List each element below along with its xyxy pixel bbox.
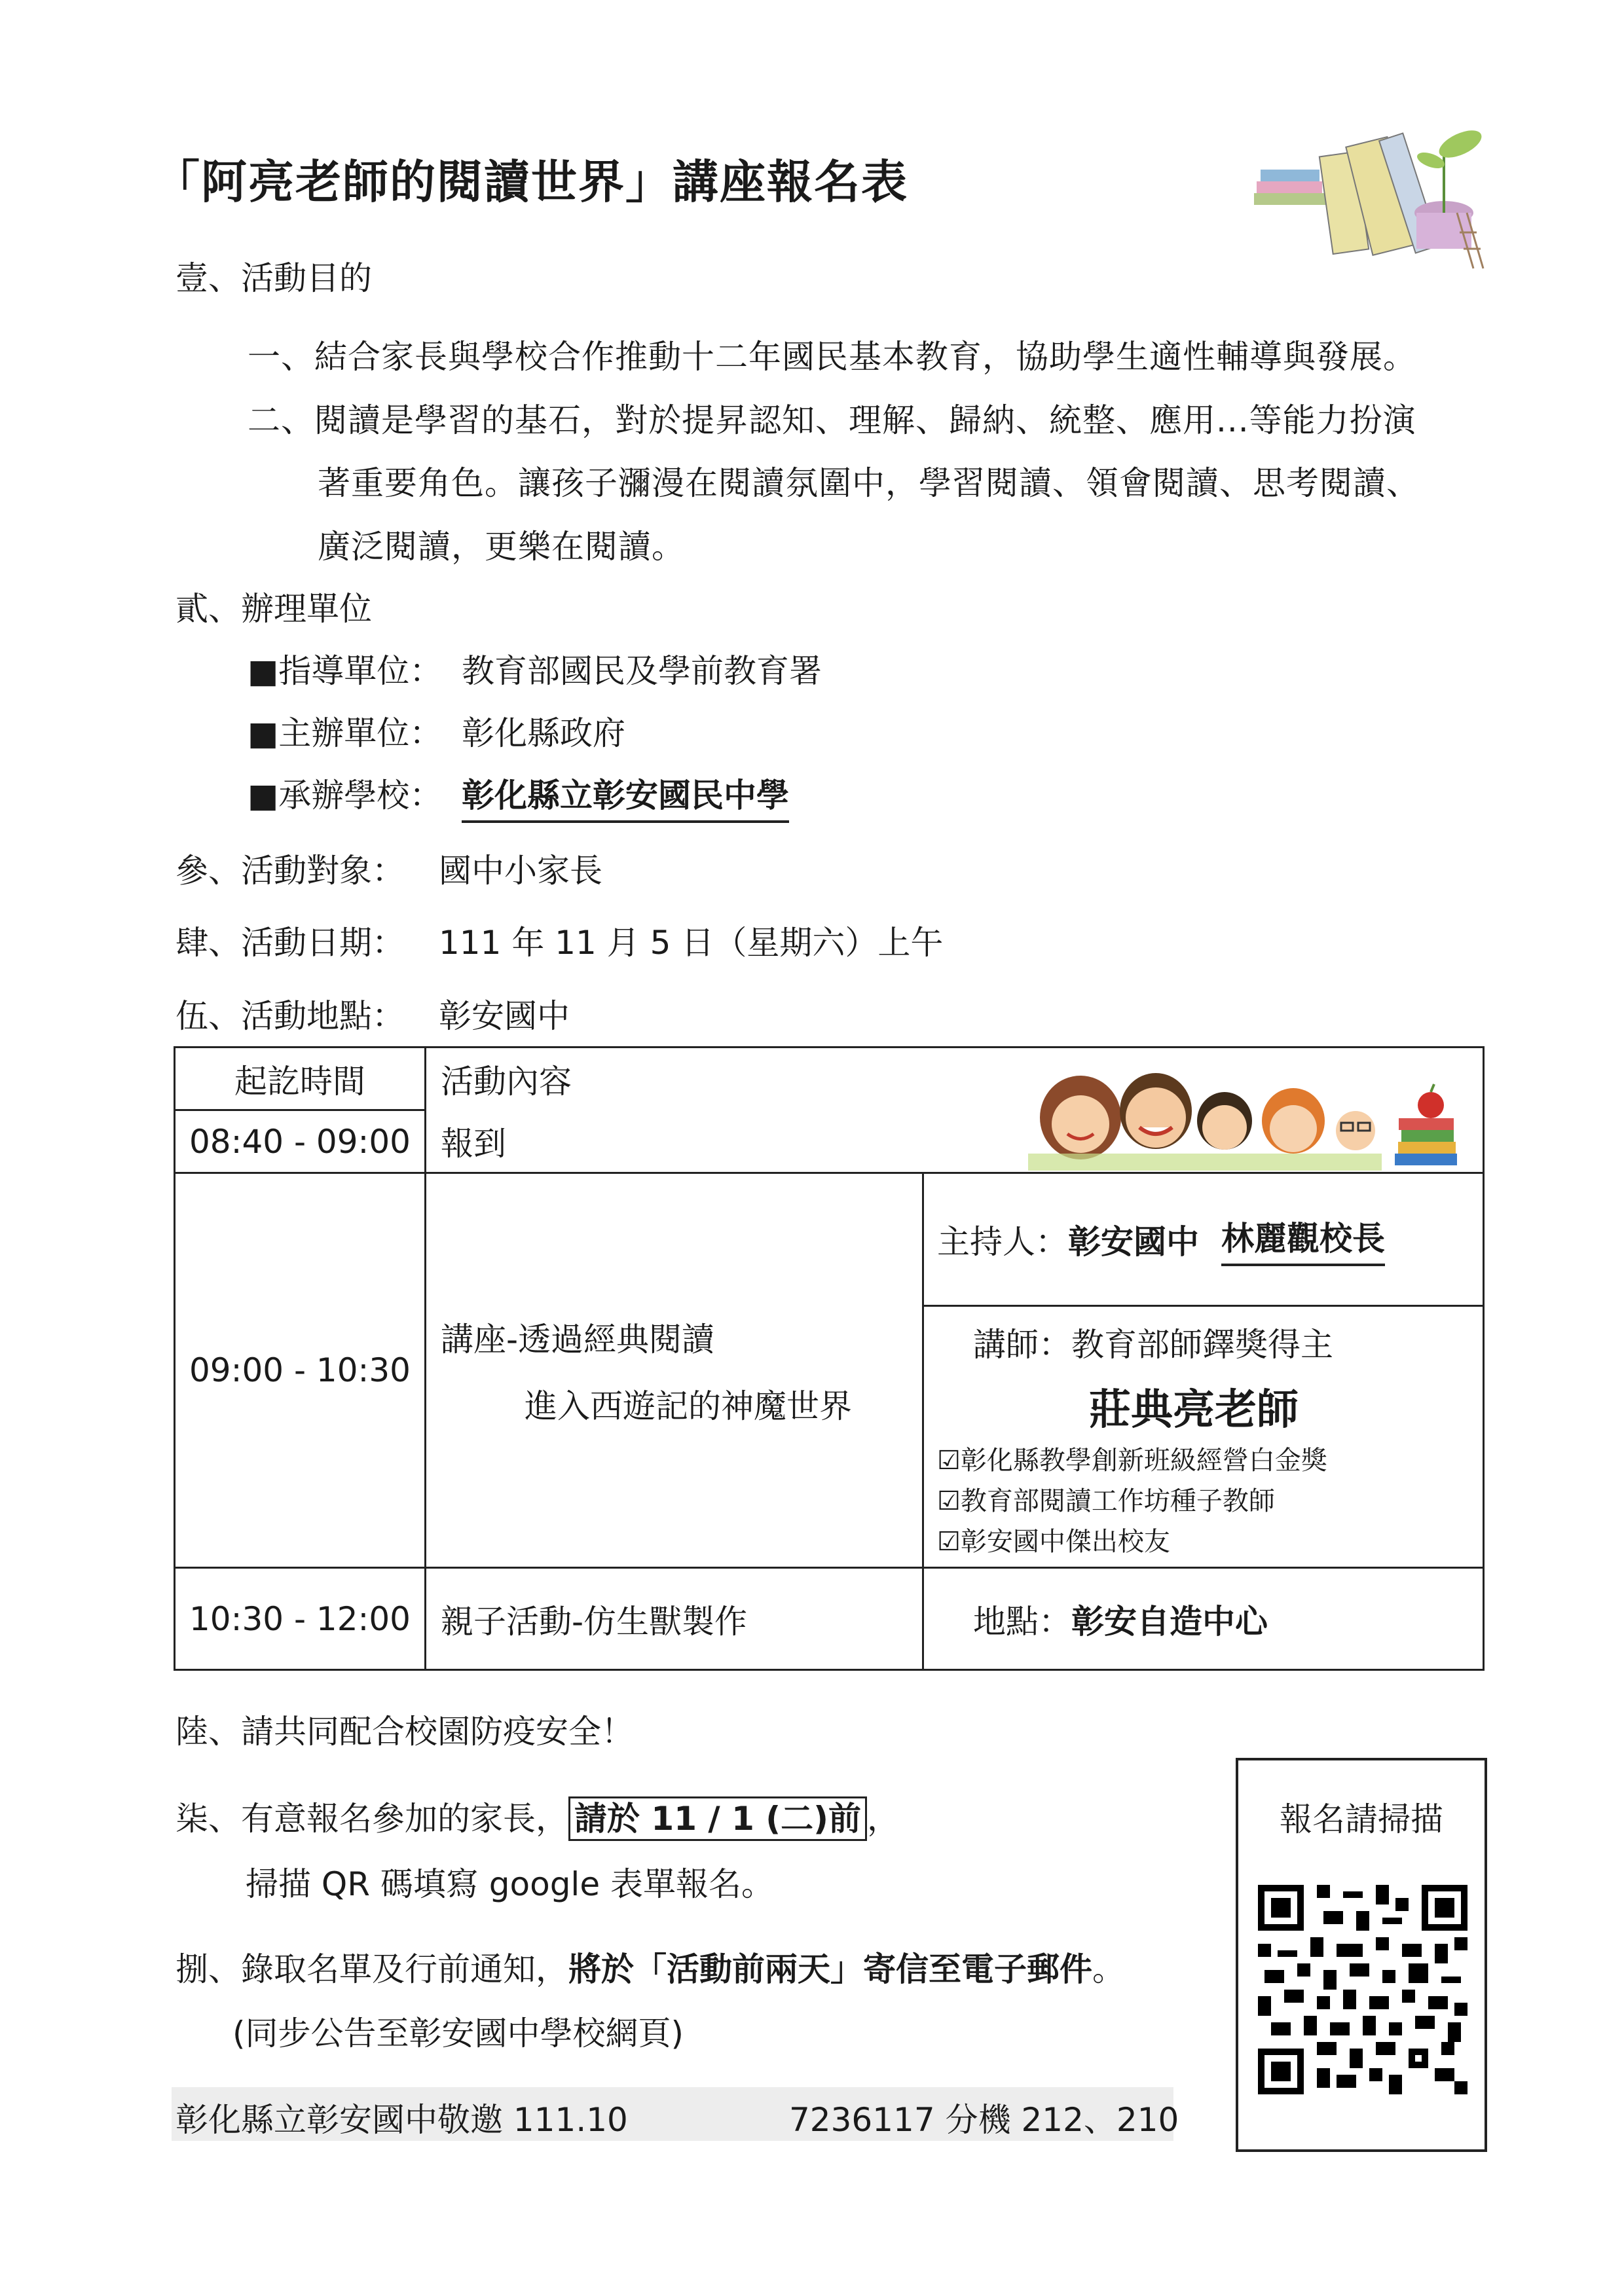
organizer-label: ■承辦學校： — [248, 776, 443, 814]
honors-list — [937, 1440, 1483, 1562]
section8-prefix: 捌、錄取名單及行前通知， — [175, 1950, 568, 1988]
row1-time: 08:40 - 09:00 — [175, 1110, 426, 1173]
section7-line2: 掃描 QR 碼填寫 google 表單報名。 — [246, 1865, 774, 1903]
row3-time: 10:30 - 12:00 — [175, 1568, 426, 1670]
section8-line1 — [175, 1943, 1125, 1990]
qr-label: 報名請掃描 — [1280, 1800, 1443, 1838]
speaker-cell — [924, 1307, 1483, 1562]
section1-line1: 一、結合家長與學校合作推動十二年國民基本教育，協助學生適性輔導與發展。 — [248, 338, 1416, 376]
section6-text: 陸、請共同配合校園防疫安全！ — [175, 1713, 634, 1751]
row2-content-line2: 進入西遊記的神魔世界 — [525, 1387, 852, 1425]
section5-value: 彰安國中 — [439, 997, 570, 1035]
row2-content-line1: 講座-透過經典閱讀 — [441, 1321, 715, 1358]
section8-line2: (同步公告至彰安國中學校網頁) — [232, 2014, 684, 2052]
section1-heading: 壹、活動目的 — [175, 259, 372, 297]
speaker-name: 莊典亮老師 — [1089, 1386, 1299, 1434]
section5-label: 伍、活動地點： — [175, 997, 405, 1035]
row1-content: 報到 — [426, 1110, 1484, 1173]
footer-right: 7236117 分機 212、210 — [789, 2101, 1179, 2139]
row3-content: 親子活動-仿生獸製作 — [426, 1568, 923, 1670]
header-time: 起訖時間 — [175, 1048, 426, 1110]
section1-line4: 廣泛閱讀，更樂在閱讀。 — [318, 528, 685, 566]
section7-line1 — [175, 1793, 900, 1840]
qr-box — [1236, 1758, 1487, 2152]
honor-item: ☑彰安國中傑出校友 — [937, 1527, 1170, 1557]
qr-code-icon[interactable] — [1258, 1885, 1467, 2094]
section8-bold: 將於「活動前兩天」寄信至電子郵件 — [568, 1950, 1092, 1988]
host-cell — [924, 1174, 1483, 1307]
section8-suffix: 。 — [1092, 1950, 1125, 1988]
guide-unit-label: ■指導單位： — [248, 652, 443, 690]
section7-prefix: 柒、有意報名參加的家長， — [175, 1800, 568, 1838]
host-unit-label: ■主辦單位： — [248, 714, 443, 752]
section3-label: 參、活動對象： — [175, 852, 405, 890]
children-illustration — [1028, 1055, 1464, 1171]
host-name: 林麗觀校長 — [1221, 1212, 1385, 1266]
deadline-badge: 請於 11 / 1 (二)前 — [568, 1796, 867, 1841]
speaker-desc: 教育部師鐸獎得主 — [1071, 1326, 1333, 1364]
host-school: 彰安國中 — [1068, 1223, 1199, 1261]
table-row — [175, 1568, 1484, 1670]
row2-detail — [923, 1173, 1484, 1568]
section4-value: 111 年 11 月 5 日（星期六）上午 — [439, 924, 944, 962]
section3-value: 國中小家長 — [439, 852, 602, 890]
section4-label: 肆、活動日期： — [175, 924, 405, 962]
speaker-line — [937, 1319, 1483, 1366]
table-row — [175, 1173, 1484, 1568]
section2-heading: 貳、辦理單位 — [175, 590, 372, 628]
row2-content — [426, 1173, 923, 1568]
venue-label: 地點： — [973, 1602, 1071, 1641]
honor-item: ☑教育部閱讀工作坊種子教師 — [937, 1486, 1275, 1516]
page-title: 「阿亮老師的閱讀世界」講座報名表 — [154, 155, 908, 209]
venue-value: 彰安自造中心 — [1071, 1602, 1268, 1641]
row2-time: 09:00 - 10:30 — [175, 1173, 426, 1568]
host-label: 主持人： — [937, 1223, 1068, 1261]
organizer-value: 彰化縣立彰安國民中學 — [462, 769, 789, 823]
header-content: 活動內容 — [426, 1048, 1484, 1110]
venue-cell — [923, 1568, 1484, 1670]
honor-item: ☑彰化縣教學創新班級經營白金獎 — [937, 1446, 1327, 1476]
section1-line3: 著重要角色。讓孩子瀰漫在閱讀氛圍中，學習閱讀、領會閱讀、思考閱讀、 — [318, 464, 1420, 502]
speaker-label: 講師： — [973, 1326, 1071, 1364]
footer-left: 彰化縣立彰安國中敬邀 111.10 — [175, 2101, 628, 2139]
section7-suffix: ， — [866, 1800, 900, 1838]
books-illustration — [1247, 115, 1490, 285]
section1-line2: 二、閱讀是學習的基石，對於提昇認知、理解、歸納、統整、應用...等能力扮演 — [248, 401, 1416, 439]
guide-unit-value: 教育部國民及學前教育署 — [462, 652, 822, 690]
host-unit-value: 彰化縣政府 — [462, 714, 625, 752]
